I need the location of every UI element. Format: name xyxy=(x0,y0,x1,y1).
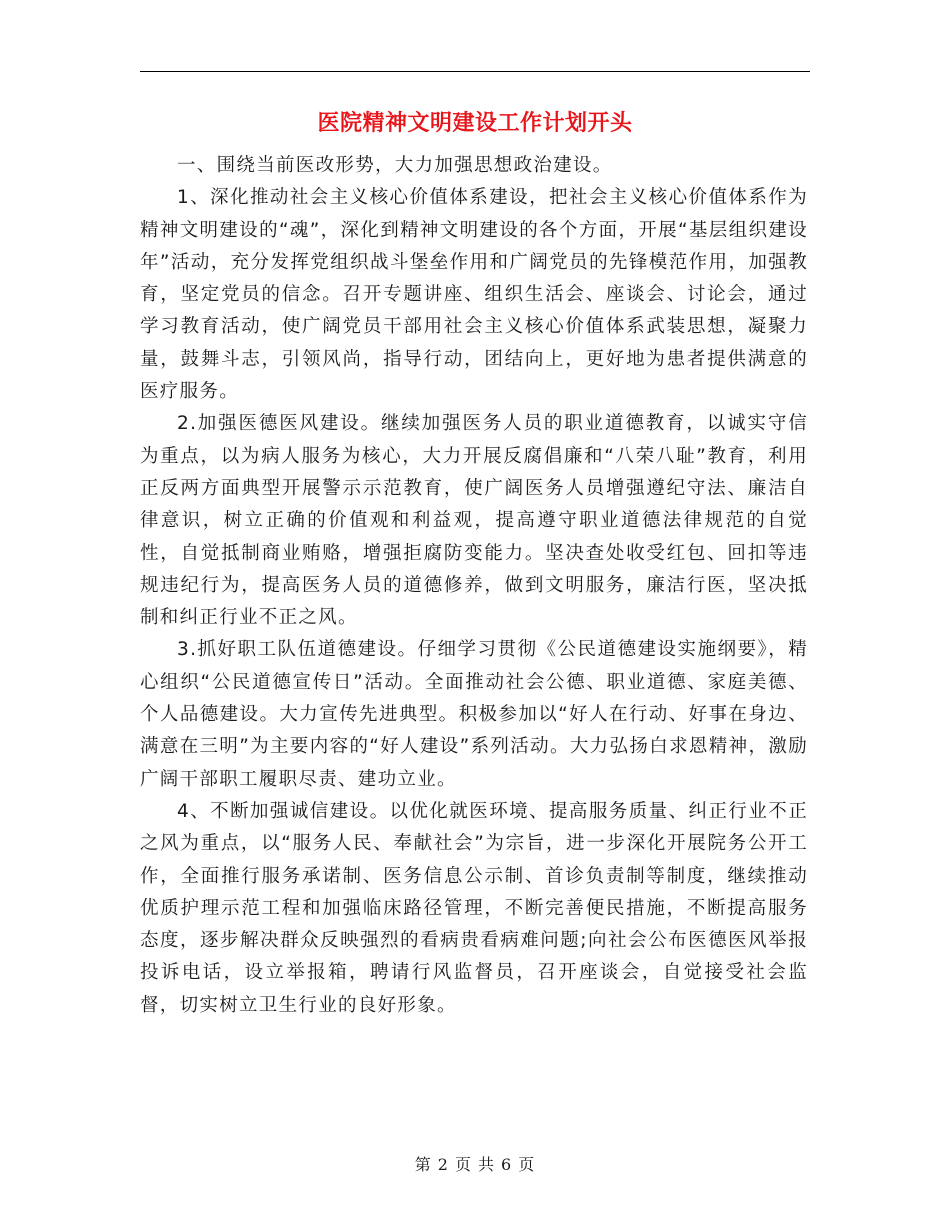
paragraph-item-1: 1、深化推动社会主义核心价值体系建设，把社会主义核心价值体系作为精神文明建设的“魂”，深化到精神文明建设的各个方面，开展“基层组织建设年”活动，充分发挥党组织战斗堡垒作用和广阔党员的先锋模范作用，加强教育，坚定党员的信念。召开专题讲座、组织生活会、座谈会、讨论会，通过学习教育活动，使广阔党员干部用社会主义核心价值体系武装思想，凝聚力量，鼓舞斗志，引领风尚，指导行动，团结向上，更好地为患者提供满意的医疗服务。 xyxy=(140,187,808,403)
footer-suffix: 页 xyxy=(518,1155,536,1174)
page-footer xyxy=(0,1152,950,1175)
document-body xyxy=(140,150,808,1022)
footer-total-word: 共 xyxy=(478,1155,496,1174)
paragraph-item-2: 2.加强医德医风建设。继续加强医务人员的职业道德教育，以诚实守信为重点，以为病人服务为核心，大力开展反腐倡廉和“八荣八耻”教育，利用正反两方面典型开展警示示范教育，使广阔医务人员增强遵纪守法、廉洁自律意识，树立正确的价值观和利益观，提高遵守职业道德法律规范的自觉性，自觉抵制商业贿赂，增强拒腐防变能力。坚决查处收受红包、回扣等违规违纪行为，提高医务人员的道德修养，做到文明服务，廉洁行医，坚决抵制和纠正行业不正之风。 xyxy=(140,413,808,629)
header-rule xyxy=(140,71,810,72)
footer-total-pages: 6 xyxy=(501,1155,513,1174)
footer-current-page: 2 xyxy=(437,1155,449,1174)
paragraph-section-heading: 一、围绕当前医改形势，大力加强思想政治建设。 xyxy=(177,155,613,176)
document-title: 医院精神文明建设工作计划开头 xyxy=(317,111,633,136)
footer-prefix: 第 xyxy=(414,1155,432,1174)
paragraph-item-4: 4、不断加强诚信建设。以优化就医环境、提高服务质量、纠正行业不正之风为重点，以“服务人民、奉献社会”为宗旨，进一步深化开展院务公开工作，全面推行服务承诺制、医务信息公示制、首诊负责制等制度，继续推动优质护理示范工程和加强临床路径管理，不断完善便民措施，不断提高服务态度，逐步解决群众反映强烈的看病贵看病难问题;向社会公布医德医风举报投诉电话，设立举报箱，聘请行风监督员，召开座谈会，自觉接受社会监督，切实树立卫生行业的良好形象。 xyxy=(140,800,808,1016)
footer-page-word: 页 xyxy=(454,1155,472,1174)
paragraph-item-3: 3.抓好职工队伍道德建设。仔细学习贯彻《公民道德建设实施纲要》，精心组织“公民道德宣传日”活动。全面推动社会公德、职业道德、家庭美德、个人品德建设。大力宣传先进典型。积极参加以“好人在行动、好事在身边、满意在三明”为主要内容的“好人建设”系列活动。大力弘扬白求恩精神，激励广阔干部职工履职尽责、建功立业。 xyxy=(140,639,808,790)
